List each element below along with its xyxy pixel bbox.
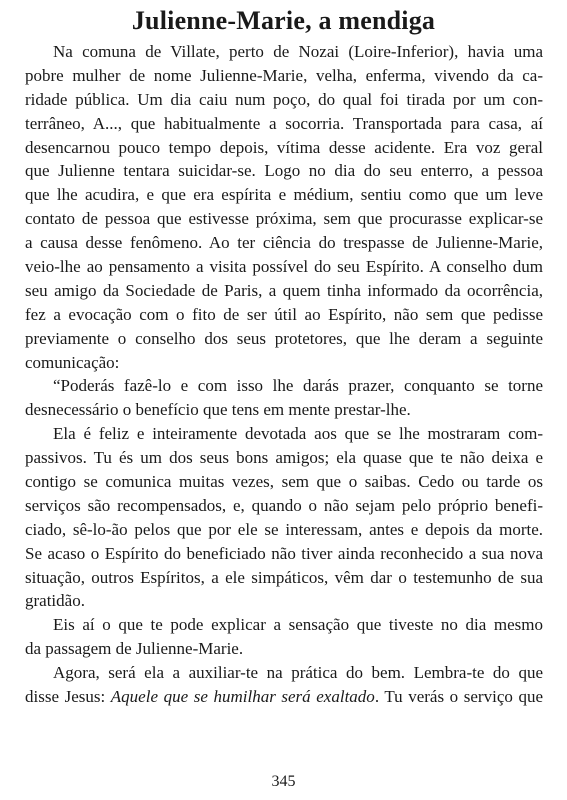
text-line: ridade pública. Um dia caiu num poço, do qual foi tirada por um con- xyxy=(25,89,543,109)
text-line: que Julienne tentara suicidar-se. Logo no dia do seu enterro, a pessoa xyxy=(25,161,543,181)
text-line: previamente o conselho dos seus protetores, que lhe deram a seguinte xyxy=(25,328,543,348)
text-line: Eis aí o que te pode explicar a sensação que tiveste no dia mesmo xyxy=(53,615,543,635)
text-line: que lhe acudira, e que era espírita e médium, sentiu como que um leve xyxy=(25,185,543,205)
text-line: seu amigo da Sociedade de Paris, a quem tinha informado da ocorrência, xyxy=(25,280,543,300)
final-line-end: . Tu verás o serviço que xyxy=(374,687,543,707)
text-line: desencarnou pouco tempo depois, vítima desse acidente. Era voz geral xyxy=(25,137,543,157)
final-line-start: disse Jesus: xyxy=(25,687,111,707)
text-line: comunicação: xyxy=(25,352,120,372)
body-text xyxy=(25,40,543,709)
text-line: Agora, será ela a auxiliar-te na prática do bem. Lembra-te do que xyxy=(53,663,543,683)
text-line: contato de pessoa que estivesse próxima, sem que procurasse explicar-se xyxy=(25,209,543,229)
page-number: 345 xyxy=(271,773,296,790)
text-line: a causa desse fenômeno. Ao ter ciência do trespasse de Julienne-Marie, xyxy=(25,233,543,253)
text-line: fez a evocação com o fito de ser útil ao Espírito, não sem que pedisse xyxy=(25,304,543,324)
text-line-final xyxy=(25,685,543,709)
text-line: situação, outros Espíritos, a ele simpáticos, vêm dar o testemunho de sua xyxy=(25,567,543,587)
text-line: veio-lhe ao pensamento a visita possível do seu Espírito. A conselho dum xyxy=(25,257,543,277)
italic-quote: Aquele que se humilhar será exaltado xyxy=(110,687,375,707)
text-line: Ela é feliz e inteiramente devotada aos que se lhe mostraram com- xyxy=(53,424,543,444)
text-line: ciado, sê-lo-ão pelos que por ele se interessam, antes e depois da morte. xyxy=(25,519,543,539)
text-line: da passagem de Julienne-Marie. xyxy=(25,639,244,659)
text-line: passivos. Tu és um dos seus bons amigos; ela quase que te não deixa e xyxy=(25,448,543,468)
text-line: Se acaso o Espírito do beneficiado não tiver ainda reconhecido a sua nova xyxy=(25,543,543,563)
text-line: gratidão. xyxy=(25,591,85,611)
text-line: contigo se comunica muitas vezes, sem que o saibas. Cedo ou tarde os xyxy=(25,472,543,492)
text-line: serviços são recompensados, e, quando o não sejam pelo próprio benefi- xyxy=(25,495,543,515)
text-line: Na comuna de Villate, perto de Nozai (Loire-Inferior), havia uma xyxy=(53,42,543,61)
text-line: pobre mulher de nome Julienne-Marie, velha, enferma, vivendo da ca- xyxy=(25,65,543,85)
text-line: “Poderás fazê-lo e com isso lhe darás prazer, conquanto se torne xyxy=(53,376,543,396)
text-line: terrâneo, A..., que habitualmente a socorria. Transportada para casa, aí xyxy=(25,113,543,133)
chapter-title: Julienne-Marie, a mendiga xyxy=(131,6,436,35)
text-line: desnecessário o benefício que tens em mente prestar-lhe. xyxy=(25,400,411,420)
